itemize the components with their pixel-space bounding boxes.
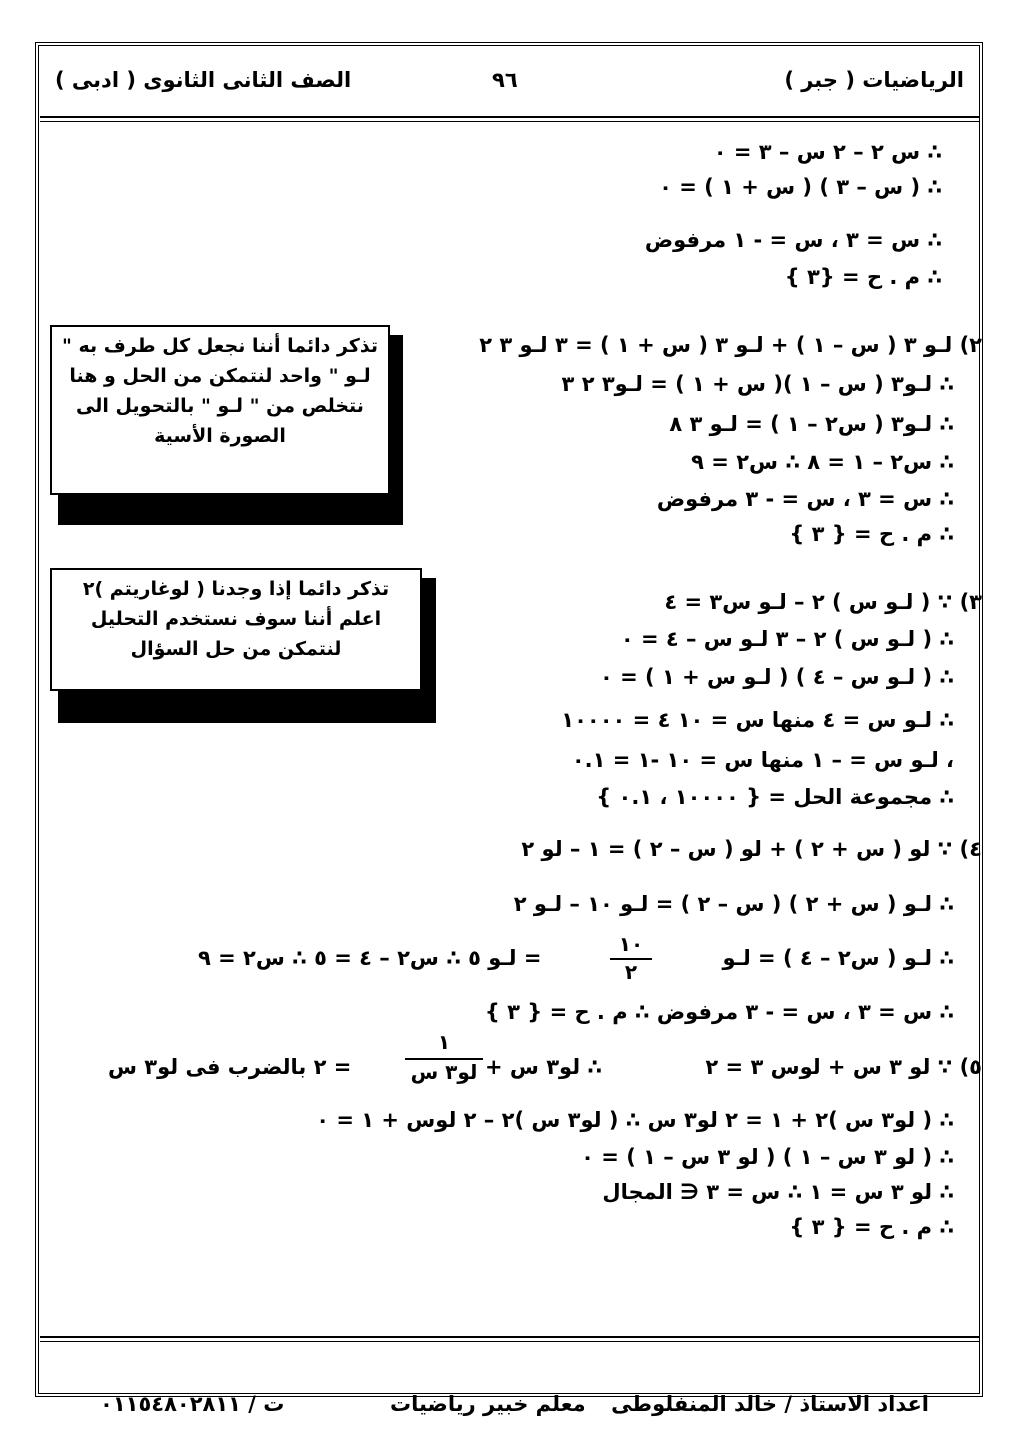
footer-phone: ت / ٠١١٥٤٨٠٢٨١١ <box>100 1392 285 1416</box>
eq-line: ∴ مجموعة الحل = { ١٠٠٠٠ ، ٠.١ } <box>596 785 954 809</box>
eq-line: ∴ ( لـو س ) ٢ – ٣ لـو س – ٤ = ٠ <box>620 627 954 651</box>
eq-line: ∴ ( لو ٣ س – ١ ) ( لو ٣ س – ١ ) = ٠ <box>581 1145 954 1169</box>
fraction-denominator: لو٣ س <box>410 1060 478 1084</box>
note-box-log-squared: تذكر دائما إذا وجدنا ( لوغاريتم )٢ اعلم أننا سوف نستخدم التحليل لنتمكن من حل السؤال <box>50 568 422 691</box>
eq-line: ∴ م . ح = { ٣ } <box>789 522 954 546</box>
note-box-log-one-side: تذكر دائما أننا نجعل كل طرف به " لـو " واحد لنتمكن من الحل و هنا نتخلص من " لـو " بالتحويل الى الصورة الأسية <box>50 325 390 495</box>
header-rule-thin <box>40 121 980 122</box>
footer-role: معلم خبير رياضيات <box>390 1392 586 1416</box>
eq-line: ∴ م . ح = {٣ } <box>784 265 942 289</box>
eq-line: ∴ لـو٣ ( س٢ – ١ ) = لـو ٣ ٨ <box>669 412 954 436</box>
eq-line: ∴ س = ٣ ، س = - ٣ مرفوض <box>656 487 954 511</box>
eq-line: ∴ ( لـو س – ٤ ) ( لـو س + ١ ) = ٠ <box>600 665 954 689</box>
footer-author: اعداد الاستاذ / خالد المنفلوطى <box>611 1392 929 1416</box>
footer-rule-thin <box>40 1341 980 1342</box>
eq-line: ∴ لو ٣ س = ١ ∴ س = ٣ ∈ المجال <box>602 1180 954 1204</box>
page-number: ٩٦ <box>492 68 518 92</box>
header-grade: الصف الثانى الثانوى ( ادبى ) <box>55 68 352 92</box>
eq-line: ∴ ( س – ٣ ) ( س + ١ ) = ٠ <box>659 175 942 199</box>
fraction-numerator: ١ <box>437 1030 451 1054</box>
eq-line: ∴ لـو ( س + ٢ ) ( س – ٢ ) = لـو ١٠ – لـو ٢ <box>513 892 954 916</box>
eq-line: ∴ لـو ( س٢ – ٤ ) = لـو <box>722 946 954 970</box>
eq-line: ، لـو س = – ١ منها س = ١٠ -١ = ٠.١ <box>571 748 954 772</box>
eq-line: ٥) ∵ لو ٣ س + لوس ٣ = ٢ <box>705 1055 982 1079</box>
eq-line: ∴ س = ٣ ، س = - ١ مرفوض <box>644 228 942 252</box>
eq-line: ∴ لو٣ س + <box>485 1055 603 1079</box>
fraction-numerator: ١٠ <box>618 932 644 956</box>
header-subject: الرياضيات ( جبر ) <box>784 68 964 92</box>
eq-line: ∴ س ٢ – ٢ س – ٣ = ٠ <box>713 140 942 164</box>
eq-line: = ٢ بالضرب فى لو٣ س <box>108 1055 352 1079</box>
footer-rule <box>40 1336 980 1338</box>
eq-line: = لـو ٥ ∴ س٢ – ٤ = ٥ ∴ س٢ = ٩ <box>198 946 542 970</box>
eq-line: ٤) ∵ لو ( س + ٢ ) + لو ( س – ٢ ) = ١ – لو ٢ <box>521 837 982 861</box>
eq-line: ٢) لـو ٣ ( س – ١ ) + لـو ٣ ( س + ١ ) = ٣ لـو ٣ ٢ <box>479 333 982 357</box>
eq-line: ∴ م . ح = { ٣ } <box>789 1215 954 1239</box>
eq-line: ٣) ∵ ( لـو س ) ٢ – لـو س٣ = ٤ <box>664 590 982 614</box>
header-rule <box>40 116 980 118</box>
fraction-denominator: ٢ <box>624 960 638 984</box>
eq-line: ∴ لـو س = ٤ منها س = ١٠ ٤ = ١٠٠٠٠ <box>561 708 954 732</box>
eq-line: ∴ س = ٣ ، س = - ٣ مرفوض ∴ م . ح = { ٣ } <box>484 1000 954 1024</box>
eq-line: ∴ ( لو٣ س )٢ + ١ = ٢ لو٣ س ∴ ( لو٣ س )٢ – ٢ لوس + ١ = ٠ <box>316 1108 954 1132</box>
eq-line: ∴ لـو٣ ( س – ١ )( س + ١ ) = لـو٣ ٢ ٣ <box>561 372 954 396</box>
eq-line: ∴ س٢ – ١ = ٨ ∴ س٢ = ٩ <box>691 450 954 474</box>
